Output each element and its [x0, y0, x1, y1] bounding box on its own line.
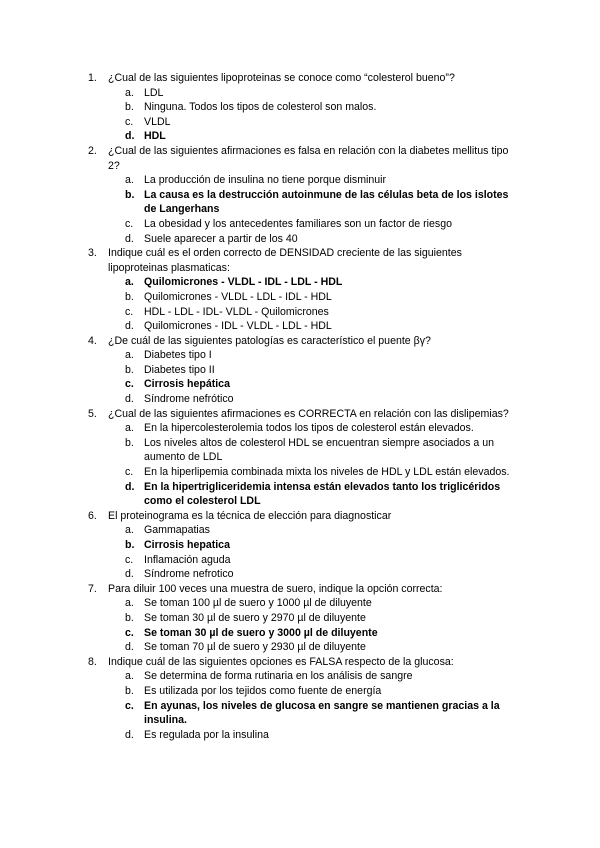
option-letter: d.: [125, 728, 134, 741]
question-number: 6.: [88, 509, 97, 522]
option-a: [108, 86, 510, 101]
option-b: [108, 611, 510, 626]
option-list: [108, 669, 510, 742]
option-a: [108, 669, 510, 684]
option-letter: b.: [125, 611, 134, 624]
option-list: [108, 596, 510, 654]
option-a: [108, 596, 510, 611]
option-text: Se determina de forma rutinaria en los análisis de sangre: [144, 670, 413, 683]
option-c: [108, 465, 510, 480]
option-text: Síndrome nefrotico: [144, 568, 234, 581]
option-text: En ayunas, los niveles de glucosa en sangre se mantienen gracias a la insulina.: [144, 699, 500, 727]
option-letter: d.: [125, 320, 134, 333]
question-text: ¿Cual de las siguientes lipoproteinas se conoce como “colesterol bueno”?: [108, 72, 455, 84]
option-letter: d.: [125, 480, 135, 493]
question-6: [0, 509, 600, 582]
option-letter: a.: [125, 86, 134, 99]
option-c: [108, 626, 510, 641]
option-a: [108, 173, 510, 188]
option-text: HDL: [144, 130, 166, 143]
option-text: Inflamación aguda: [144, 553, 231, 566]
option-b: [108, 188, 510, 217]
question-text: ¿Cual de las siguientes afirmaciones es CORRECTA en relación con las dislipemias?: [108, 407, 509, 420]
option-text: La obesidad y los antecedentes familiares son un factor de riesgo: [144, 217, 452, 230]
option-letter: c.: [125, 217, 134, 230]
option-a: [108, 275, 510, 290]
option-text: Quilomicrones - VLDL - LDL - IDL - HDL: [144, 290, 332, 303]
option-text: En la hiperlipemia combinada mixta los niveles de HDL y LDL están elevados.: [144, 466, 510, 479]
option-text: Diabetes tipo I: [144, 349, 212, 362]
option-text: Se toman 100 µl de suero y 1000 µl de diluyente: [144, 597, 372, 610]
option-c: [108, 553, 510, 568]
option-letter: c.: [125, 699, 134, 712]
option-d: [108, 567, 510, 582]
option-d: [108, 640, 510, 655]
option-b: [108, 538, 510, 553]
option-letter: a.: [125, 276, 134, 289]
option-list: [108, 421, 510, 509]
option-letter: b.: [125, 539, 135, 551]
option-letter: b.: [125, 101, 134, 114]
question-number: 7.: [88, 582, 97, 595]
option-text: La causa es la destrucción autoinmune de las células beta de los islotes de Langerhans: [144, 188, 509, 216]
option-letter: a.: [125, 349, 134, 362]
option-letter: c.: [125, 115, 134, 128]
option-letter: c.: [125, 626, 134, 639]
question-1: [0, 71, 600, 144]
option-b: [108, 684, 510, 699]
option-list: [108, 275, 510, 333]
option-c: [108, 115, 510, 130]
question-4: [0, 334, 600, 407]
option-letter: a.: [125, 597, 134, 610]
option-letter: a.: [125, 524, 134, 537]
option-text: Gammapatias: [144, 524, 210, 537]
option-a: [108, 348, 510, 363]
option-d: [108, 728, 510, 743]
option-b: [108, 100, 510, 115]
question-8: [0, 655, 600, 743]
option-letter: c.: [125, 553, 134, 566]
option-list: [108, 348, 510, 406]
question-text: ¿De cuál de las siguientes patologías es característico el puente βγ?: [108, 334, 431, 347]
option-text: La producción de insulina no tiene porque disminuir: [144, 174, 387, 187]
option-text: Diabetes tipo II: [144, 363, 215, 376]
option-letter: b.: [125, 684, 134, 697]
option-letter: d.: [125, 232, 134, 245]
option-letter: d.: [125, 568, 134, 581]
option-text: Es regulada por la insulina: [144, 728, 269, 741]
option-c: [108, 699, 510, 728]
option-letter: d.: [125, 130, 135, 143]
option-text: LDL: [144, 86, 164, 99]
option-text: Se toman 30 µl de suero y 3000 µl de diluyente: [144, 626, 378, 639]
question-3: [0, 246, 600, 334]
question-text: Indique cuál de las siguientes opciones es FALSA respecto de la glucosa:: [108, 655, 454, 668]
question-number: 8.: [88, 655, 97, 668]
option-letter: c.: [125, 378, 134, 391]
option-letter: b.: [125, 363, 134, 376]
option-letter: a.: [125, 174, 134, 187]
option-text: Se toman 70 µl de suero y 2930 µl de diluyente: [144, 641, 366, 654]
option-a: [108, 523, 510, 538]
option-text: VLDL: [144, 115, 171, 128]
option-c: [108, 377, 510, 392]
option-letter: c.: [125, 466, 134, 479]
option-text: En la hipercolesterolemia todos los tipos de colesterol están elevados.: [144, 422, 474, 435]
option-a: [108, 421, 510, 436]
question-number: 4.: [88, 334, 97, 347]
question-number: 2.: [88, 144, 97, 157]
option-d: [108, 129, 510, 144]
option-d: [108, 480, 510, 509]
option-b: [108, 290, 510, 305]
question-list: [0, 71, 600, 742]
question-text: El proteinograma es la técnica de elección para diagnosticar: [108, 509, 392, 522]
option-letter: d.: [125, 393, 134, 406]
question-5: [0, 407, 600, 509]
option-text: Se toman 30 µl de suero y 2970 µl de diluyente: [144, 611, 366, 624]
option-letter: b.: [125, 436, 134, 449]
option-text: En la hipertrigliceridemia intensa están elevados tanto los triglicéridos como el colesterol LDL: [144, 480, 501, 508]
option-c: [108, 217, 510, 232]
option-list: [108, 523, 510, 581]
option-letter: b.: [125, 290, 134, 303]
question-number: 3.: [88, 247, 97, 260]
option-text: Quilomicrones - VLDL - IDL - LDL - HDL: [144, 276, 343, 289]
question-7: [0, 582, 600, 655]
option-text: HDL - LDL - IDL- VLDL - Quilomicrones: [144, 305, 329, 318]
option-b: [108, 436, 510, 465]
option-letter: b.: [125, 188, 135, 201]
option-text: Quilomicrones - IDL - VLDL - LDL - HDL: [144, 320, 332, 333]
question-number: 5.: [88, 407, 97, 420]
question-text: ¿Cual de las siguientes afirmaciones es falsa en relación con la diabetes mellitus tipo 2?: [108, 144, 509, 172]
option-text: Cirrosis hepatica: [144, 539, 230, 551]
question-text: Indique cuál es el orden correcto de DENSIDAD creciente de las siguientes lipoproteinas plasmaticas:: [108, 247, 462, 274]
option-c: [108, 305, 510, 320]
option-letter: a.: [125, 422, 134, 435]
option-letter: d.: [125, 641, 134, 654]
option-text: Suele aparecer a partir de los 40: [144, 232, 298, 245]
option-text: Cirrosis hepática: [144, 378, 230, 391]
option-text: Síndrome nefrótico: [144, 393, 234, 406]
option-letter: c.: [125, 305, 134, 318]
option-letter: a.: [125, 670, 134, 683]
option-d: [108, 319, 510, 334]
option-list: [108, 86, 510, 144]
option-d: [108, 392, 510, 407]
question-text: Para diluir 100 veces una muestra de suero, indique la opción correcta:: [108, 582, 443, 595]
option-text: Ninguna. Todos los tipos de colesterol son malos.: [144, 101, 377, 114]
option-text: Es utilizada por los tejidos como fuente de energía: [144, 684, 382, 697]
question-number: 1.: [88, 72, 97, 84]
option-text: Los niveles altos de colesterol HDL se encuentran siempre asociados a un aumento de LDL: [144, 436, 494, 464]
option-list: [108, 173, 510, 246]
option-d: [108, 232, 510, 247]
option-b: [108, 363, 510, 378]
question-2: [0, 144, 600, 246]
